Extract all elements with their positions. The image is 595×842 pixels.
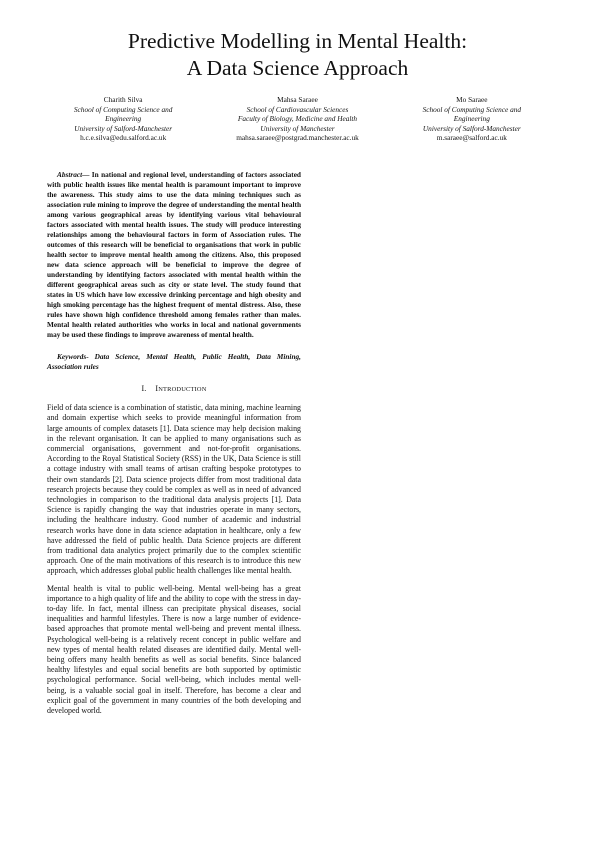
section-heading-introduction: I. INTRODUCTION	[141, 384, 207, 393]
intro-paragraph: Field of data science is a combination of statistic, data mining, machine learning and domain expertise which seeks to provide meaningful information from large amounts of complex datasets [1]. Data science may help decision making in the relevant organisation. It can be applied to many organisations such as commercial organisations, government and not-for-profit organisations. According to the Royal Statistical Society (RSS) in the UK, Data Science is still a cottage industry with small teams of artisan crafting bespoke prototypes to their own standards [2]. Data science projects differ from most traditional data research projects because they could be complex as well as in need of advanced technologies in comparison to the traditional data analysis projects [1]. Data Science is rapidly changing the way that industries operate in many sectors, including the healthcare industry. Good number of academic and industrial research works have done in data science adaptation in healthcare, only a few have addressed the field of public health. Data Science projects are different from traditional data analytics project primarily due to the complex scientific approach. One of the main motivations of this research is to introduce this new approach, which addresses global public health challenges like mental health.	[47, 403, 301, 576]
author-affiliation: School of Computing Science and	[73, 104, 173, 114]
author-affiliation: School of Computing Science and	[422, 104, 522, 114]
author-affiliation: University of Manchester	[260, 123, 335, 133]
author-block	[36, 95, 559, 143]
author-email: h.c.e.silva@edu.salford.ac.uk	[80, 133, 167, 143]
title-line-1: Predictive Modelling in Mental Health:	[127, 29, 468, 53]
abstract-label: Abstract	[57, 170, 83, 179]
author-affiliation: University of Salford-Manchester	[74, 123, 173, 133]
intro-paragraph: Mental health is vital to public well-being. Mental well-being has a great importance to a high quality of life and the ability to cope with the stress in day-to-day life. In fact, mental illness can precipitate physical diseases, social inequalities and harmful lifestyles. There is now a large number of evidence-based approaches that promote mental well-being and prevent mental illness. Psychological well-being is a relatively recent concept in public welfare and new types of mental health related diseases are identified daily. Mental well-being offers many health benefits as well as social benefits. Since balanced healthy lifestyles and equal social benefits are both supported by optimistic psychological performance. Social well-being, which includes mental well-being, is a valuable social goal in itself. Therefore, has become a clear and explicit goal of the government in many countries of the both developing and developed world.	[47, 583, 301, 716]
author-affiliation: Faculty of Biology, Medicine and Health	[237, 114, 358, 124]
author-affiliation: Engineering	[453, 114, 490, 124]
author-affiliation: School of Cardiovascular Sciences	[246, 104, 349, 114]
author-email: mahsa.saraee@postgrad.manchester.ac.uk	[236, 133, 359, 143]
author-2	[210, 95, 384, 143]
abstract	[47, 170, 301, 340]
author-3	[385, 95, 559, 143]
abstract-text: — In national and regional level, understanding of factors associated with public health issues like mental health is paramount important to improve the awareness. This study aims to use the data mining techniques such as association rule mining to improve the degree of understanding the mental health among various geographical areas by identifying various vital behavioural factors associated with mental health issues. The study will produce interesting relationships among the behavioural factors in form of Association rules. The outcomes of this research will be beneficial to organisations that work in public health sector to improve mental health among the citizens. Also, this proposed new data science approach will be beneficial to improve the degree of understanding by identifying factors associated with mental health within the different geographical areas such as city or state level. The study found that states in US which have low excessive drinking percentage and high obesity and high smoking percentage has the highest frequent of mental distress. Also, these rules have shown high confidence threshold among females rather than males. Mental health related authorities who works in local and national governments may be used these findings to improve awareness of mental health.	[47, 170, 301, 339]
author-1	[36, 95, 210, 143]
author-email: m.saraee@salford.ac.uk	[436, 133, 507, 143]
author-name: Mahsa Saraee	[277, 95, 318, 104]
author-name: Mo Saraee	[456, 95, 488, 104]
keywords: Keywords- Data Science, Mental Health, Public Health, Data Mining, Association rules	[47, 352, 301, 371]
paper-title	[40, 28, 555, 82]
author-affiliation: University of Salford-Manchester	[422, 123, 521, 133]
left-column	[47, 170, 301, 723]
author-name: Charith Silva	[103, 95, 143, 104]
author-affiliation: Engineering	[105, 114, 142, 124]
title-line-2: A Data Science Approach	[186, 56, 409, 80]
